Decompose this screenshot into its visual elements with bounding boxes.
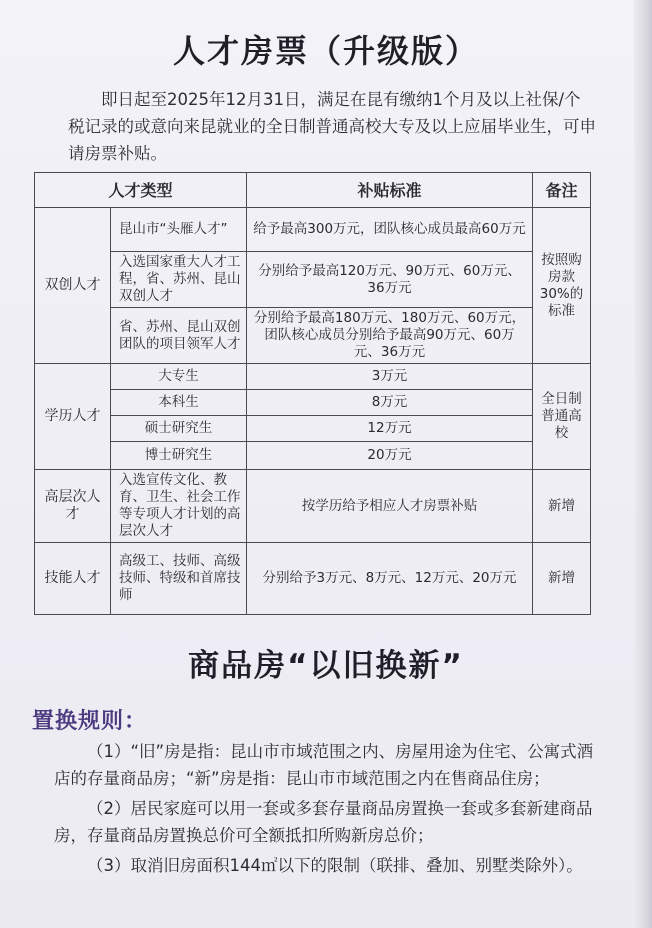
subtype-cell: 本科生 xyxy=(111,390,247,416)
page-edge-shadow xyxy=(634,0,652,928)
note-cell: 新增 xyxy=(533,470,591,543)
header-note: 备注 xyxy=(533,173,591,208)
rule-item: （3）取消旧房面积144㎡以下的限制（联排、叠加、别墅类除外）。 xyxy=(87,856,583,875)
standard-cell: 给予最高300万元，团队核心成员最高60万元 xyxy=(247,208,533,252)
table-row xyxy=(35,390,591,416)
intro-paragraph: 即日起至2025年12月31日，满足在昆有缴纳1个月及以上社保/个税记录的或意向来昆就业的全日制普通高校大专及以上应届毕业生，可申请房票补贴。 xyxy=(68,90,596,163)
subsidy-table xyxy=(34,172,591,615)
subtype-cell: 博士研究生 xyxy=(111,442,247,470)
table-row xyxy=(35,543,591,615)
standard-cell: 8万元 xyxy=(247,390,533,416)
subtype-cell: 硕士研究生 xyxy=(111,416,247,442)
table-row xyxy=(35,442,591,470)
subtype-cell: 大专生 xyxy=(111,364,247,390)
category-cell: 技能人才 xyxy=(35,543,111,615)
standard-cell: 按学历给予相应人才房票补贴 xyxy=(247,470,533,543)
category-cell: 高层次人才 xyxy=(35,470,111,543)
note-cell: 全日制普通高校 xyxy=(533,364,591,470)
subtype-cell: 高级工、技师、高级技师、特级和首席技师 xyxy=(111,543,247,615)
table-row xyxy=(35,416,591,442)
document-title: 人才房票（升级版） xyxy=(172,32,479,70)
standard-cell: 分别给予3万元、8万元、12万元、20万元 xyxy=(247,543,533,615)
table-row xyxy=(35,470,591,543)
table-row xyxy=(35,308,591,364)
header-standard: 补贴标准 xyxy=(247,173,533,208)
note-cell: 按照购房款30%的标准 xyxy=(533,208,591,364)
rules-heading: 置换规则： xyxy=(32,709,148,734)
note-cell: 新增 xyxy=(533,543,591,615)
subtype-cell: 昆山市“头雁人才” xyxy=(111,208,247,252)
section-title: 商品房“以旧换新” xyxy=(188,648,464,684)
table-row xyxy=(35,252,591,308)
table-header-row xyxy=(35,173,591,208)
standard-cell: 分别给予最高180万元、180万元、60万元，团队核心成员分别给予最高90万元、60万元、36万元 xyxy=(247,308,533,364)
header-talent-type: 人才类型 xyxy=(35,173,247,208)
category-cell: 学历人才 xyxy=(35,364,111,470)
subtype-cell: 入选国家重大人才工程，省、苏州、昆山双创人才 xyxy=(111,252,247,308)
standard-cell: 分别给予最高120万元、90万元、60万元、36万元 xyxy=(247,252,533,308)
rule-item: （2）居民家庭可以用一套或多套存量商品房置换一套或多套新建商品房，存量商品房置换总价可全额抵扣所购新房总价； xyxy=(54,799,593,845)
rules-list xyxy=(54,738,594,882)
subtype-cell: 省、苏州、昆山双创团队的项目领军人才 xyxy=(111,308,247,364)
standard-cell: 3万元 xyxy=(247,364,533,390)
standard-cell: 12万元 xyxy=(247,416,533,442)
rule-item: （1）“旧”房是指：昆山市市域范围之内、房屋用途为住宅、公寓式酒店的存量商品房；“新”房是指：昆山市市域范围之内在售商品住房； xyxy=(54,742,594,788)
table-row xyxy=(35,364,591,390)
subtype-cell: 入选宣传文化、教育、卫生、社会工作等专项人才计划的高层次人才 xyxy=(111,470,247,543)
table-row xyxy=(35,208,591,252)
category-cell: 双创人才 xyxy=(35,208,111,364)
standard-cell: 20万元 xyxy=(247,442,533,470)
